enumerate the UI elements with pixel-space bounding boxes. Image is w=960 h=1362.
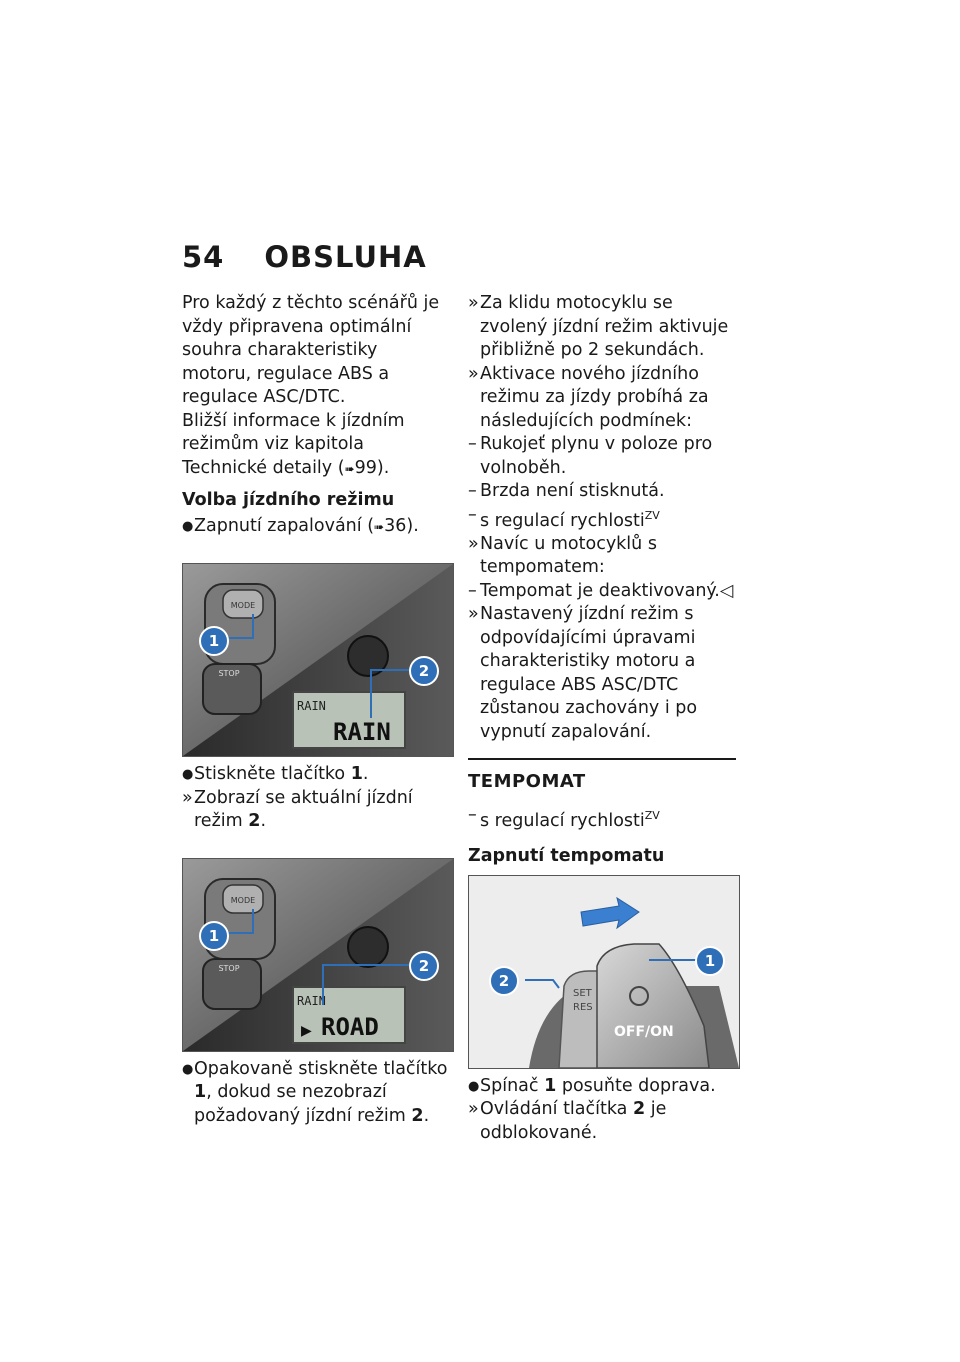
- condition-text: Rukojeť plynu v poloze pro volnoběh.: [480, 434, 713, 478]
- option-superscript: ZV: [644, 508, 660, 522]
- step-ignition-on: [182, 515, 452, 540]
- result-text: Za klidu motocyklu se zvolený jízdní režim aktivuje přibližně po 2 sekundách.: [480, 293, 729, 360]
- step-text-mid: , dokud se nezobrazí požadovaný jízdní režim: [194, 1082, 412, 1126]
- result-text: Navíc u motocyklů s tempomatem:: [480, 533, 657, 578]
- step-ref-number-2: 2: [411, 1105, 424, 1126]
- step-text: Zapnutí zapalování (: [194, 515, 375, 536]
- result-ref-number: 2: [632, 1099, 646, 1120]
- condition-brake: [468, 480, 740, 504]
- step-end: posuňte doprava.: [556, 1075, 716, 1096]
- dash-icon: –: [468, 481, 477, 501]
- res-label: RES: [573, 1001, 593, 1013]
- page-title: OBSLUHA: [264, 240, 427, 274]
- set-label: SET: [573, 987, 592, 999]
- result-arrow-icon: »: [182, 787, 193, 808]
- bullet-icon: ●: [182, 518, 194, 534]
- stop-label: STOP: [218, 669, 240, 678]
- result-mode-displayed: [182, 787, 452, 834]
- result-arrow-icon: »: [468, 363, 479, 384]
- step-end: ).: [406, 515, 419, 536]
- condition-cruise-deactivated: [468, 580, 740, 604]
- page-number: 54: [182, 240, 225, 274]
- condition-text: Brzda není stisknutá.: [480, 481, 665, 501]
- condition-throttle: [468, 433, 740, 480]
- bullet-icon: ●: [468, 1078, 480, 1094]
- dash-icon: –: [468, 434, 477, 454]
- result-end: je odblokované.: [480, 1099, 667, 1143]
- mode-label: MODE: [230, 895, 256, 905]
- right-column: [468, 292, 740, 1145]
- left-column: [182, 292, 452, 1128]
- condition-text: Tempomat je deaktivovaný.: [480, 580, 720, 601]
- result-end: .: [260, 811, 267, 831]
- step-end: .: [362, 764, 369, 784]
- subheading-cruise-on: Zapnutí tempomatu: [468, 846, 665, 867]
- option-cruise-control: [468, 804, 740, 833]
- intro-paragraph-1: Pro každý z těchto scénářů je vždy připravena optimální souhra charakteristiky motoru, regulace ABS a regulace ASC/DTC.: [182, 293, 440, 407]
- switch-label: OFF/ON: [614, 1023, 674, 1040]
- page-ref-link[interactable]: 36: [384, 515, 407, 536]
- page-heading: [182, 240, 427, 274]
- step-slide-switch: [468, 1075, 740, 1099]
- lcd-pointer-icon: ▶: [301, 1022, 312, 1039]
- callout-2: 2: [409, 951, 439, 981]
- result-text: Nastavený jízdní režim s odpovídajícími úpravami charakteristiky motoru a regulace ABS ASC/DTC zůstanou zachovány i po vypnutí zapalování.: [480, 604, 698, 742]
- result-button-unlocked: [468, 1098, 740, 1145]
- step-end: .: [423, 1105, 430, 1126]
- result-text: Aktivace nového jízdního režimu za jízdy probíhá za následujících podmínek:: [480, 363, 709, 431]
- dash-icon: –: [468, 504, 477, 525]
- result-ref-number: 2: [248, 811, 261, 831]
- result-cruise-motorcycles: [468, 533, 740, 580]
- subheading-mode-selection: Volba jízdního režimu: [182, 490, 395, 510]
- lcd-big-text: RAIN: [333, 718, 391, 746]
- intro-end: ).: [376, 457, 390, 478]
- result-settings-retained: [468, 603, 740, 744]
- step-ref-number: 1: [544, 1075, 557, 1096]
- intro-paragraph-2: [182, 410, 452, 482]
- callout-1: 1: [199, 626, 229, 656]
- step-ref-number: 1: [194, 1082, 207, 1102]
- option-superscript: ZV: [644, 808, 660, 822]
- result-riding-activation: [468, 363, 740, 434]
- end-mark-icon: ◁: [719, 580, 734, 601]
- lcd-small-text: RAIN: [297, 993, 326, 1008]
- dash-icon: –: [468, 580, 477, 601]
- callout-2: 2: [489, 966, 519, 996]
- condition-text: s regulací rychlosti: [480, 510, 645, 531]
- step-text: Spínač: [480, 1075, 545, 1096]
- result-arrow-icon: »: [468, 604, 479, 625]
- result-arrow-icon: »: [468, 1099, 479, 1120]
- callout-1: 1: [695, 946, 725, 976]
- step-text: Opakovaně stiskněte tlačítko: [194, 1058, 448, 1079]
- figure-cruise-switch: [468, 875, 740, 1069]
- page-ref-link[interactable]: 99: [354, 457, 377, 478]
- result-text: Zobrazí se aktuální jízdní režim: [194, 787, 413, 831]
- lcd-small-text: RAIN: [297, 699, 326, 713]
- step-repeat-press: [182, 1058, 452, 1129]
- condition-cruise-control-option: [468, 504, 740, 533]
- page-ref-arrow-icon: ➠: [344, 461, 355, 476]
- lcd-big-text: ROAD: [321, 1012, 379, 1041]
- bullet-icon: ●: [182, 767, 194, 782]
- step-text: Stiskněte tlačítko: [194, 764, 351, 784]
- figure-mode-button-rain: [182, 563, 454, 757]
- result-arrow-icon: »: [468, 293, 479, 313]
- callout-2: 2: [409, 656, 439, 686]
- dash-icon: –: [468, 804, 477, 825]
- bullet-icon: ●: [182, 1061, 194, 1077]
- result-text: Ovládání tlačítka: [480, 1099, 633, 1120]
- intro-text: Bližší informace k jízdním režimům viz kapitola Technické detaily (: [182, 410, 405, 478]
- section-title-cruise-control: TEMPOMAT: [468, 771, 586, 793]
- step-press-button: [182, 763, 452, 787]
- section-divider: [468, 758, 736, 760]
- page-ref-arrow-icon: ➠: [374, 519, 385, 534]
- result-standstill-activation: [468, 292, 740, 363]
- step-ref-number: 1: [350, 764, 363, 784]
- stop-label: STOP: [218, 963, 240, 973]
- figure-mode-button-road: [182, 858, 454, 1052]
- condition-text: s regulací rychlosti: [480, 810, 645, 831]
- callout-1: 1: [199, 921, 229, 951]
- result-arrow-icon: »: [468, 533, 479, 554]
- mode-label: MODE: [230, 601, 256, 610]
